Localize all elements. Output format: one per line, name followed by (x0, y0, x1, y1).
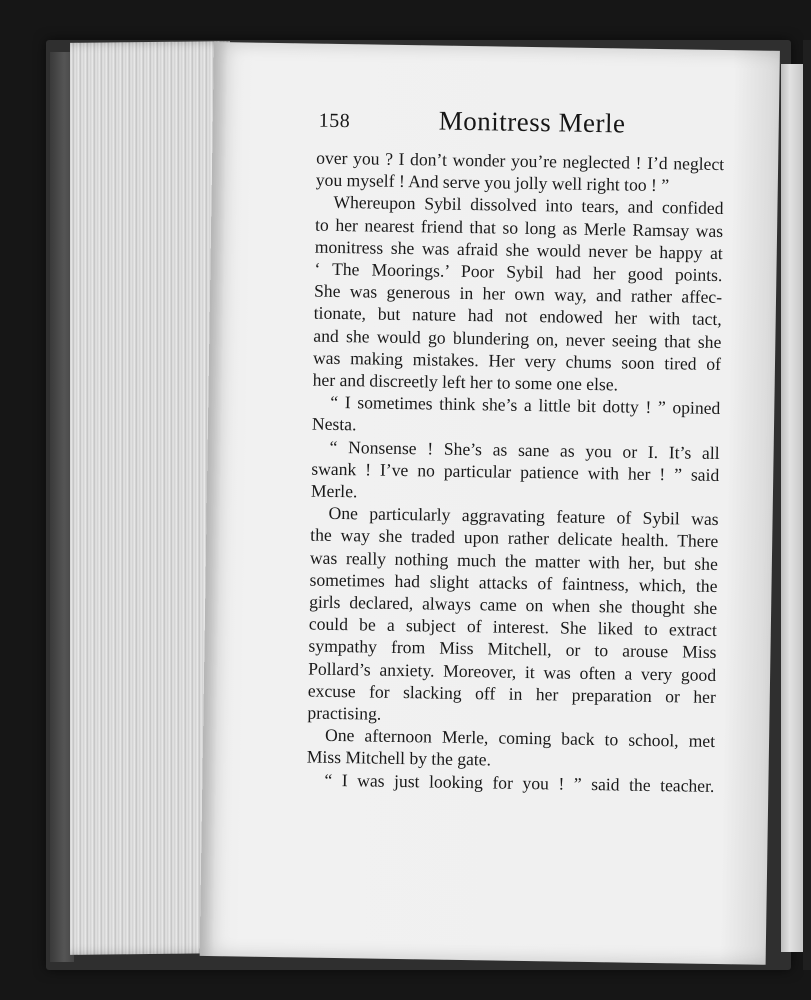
text-line: Miss Mitchell by the gate. (306, 747, 492, 770)
text-line: was really nothing much the matter with her, but she (309, 547, 719, 574)
text-line: Pollard’s anxiety. Moreover, it was often a very good (308, 658, 717, 685)
body-text (306, 147, 724, 797)
text-line: monitress she was afraid she would never be happy at (314, 236, 723, 263)
text-line: Whereupon Sybil dissolved into tears, and confided (333, 192, 724, 219)
text-line: One afternoon Merle, coming back to school, met (324, 725, 716, 752)
text-line: ‘ The Moorings.’ Poor Sybil had her good points. (314, 258, 723, 286)
text-line: sometimes had slight attacks of faintness, which, the (309, 569, 718, 596)
facing-page-edge (781, 64, 803, 952)
text-line: She was generous in her own way, and rather affec- (313, 280, 723, 308)
text-line: One particularly aggravating feature of Sybil was (328, 503, 719, 530)
text-line: practising. (307, 702, 382, 724)
text-line: “ I sometimes think she’s a little bit dotty ! ” opined (330, 392, 721, 419)
text-line: Merle. (310, 480, 358, 502)
text-line: “ I was just looking for you ! ” said the teacher. (324, 769, 715, 796)
book-page (200, 42, 780, 965)
text-line: was making mistakes. Her very chums soon tired of (312, 347, 722, 374)
text-line: to her nearest friend that so long as Merle Ramsay was (314, 214, 724, 241)
page-number: 158 (318, 109, 351, 133)
text-line: the way she traded upon rather delicate health. There (310, 525, 719, 552)
text-line: and she would go blundering on, never seeing that she (313, 325, 722, 352)
text-line: her and discreetly left her to some one else. (312, 369, 619, 395)
text-line: “ Nonsense ! She’s as sane as you or I. It’s all (329, 436, 720, 463)
text-line: could be a subject of interest. She liked to extract (308, 613, 717, 641)
text-line: sympathy from Miss Mitchell, or to arouse Miss (308, 636, 717, 663)
text-line: excuse for slacking off in her preparation or her (307, 680, 716, 707)
cover-edge-right (803, 40, 811, 970)
text-line: you myself ! And serve you jolly well right too ! ” (315, 169, 670, 196)
text-line: swank ! I’ve no particular patience with her ! ” said (311, 458, 720, 485)
page-header (318, 104, 739, 151)
text-line: over you ? I don’t wonder you’re neglected ! I’d neglect (316, 147, 725, 175)
running-title: Monitress Merle (438, 105, 626, 139)
text-line: Nesta. (311, 414, 357, 435)
text-line: tionate, but nature had not endowed her with tact, (313, 303, 722, 330)
text-line: girls declared, always came on when she thought she (309, 591, 718, 619)
